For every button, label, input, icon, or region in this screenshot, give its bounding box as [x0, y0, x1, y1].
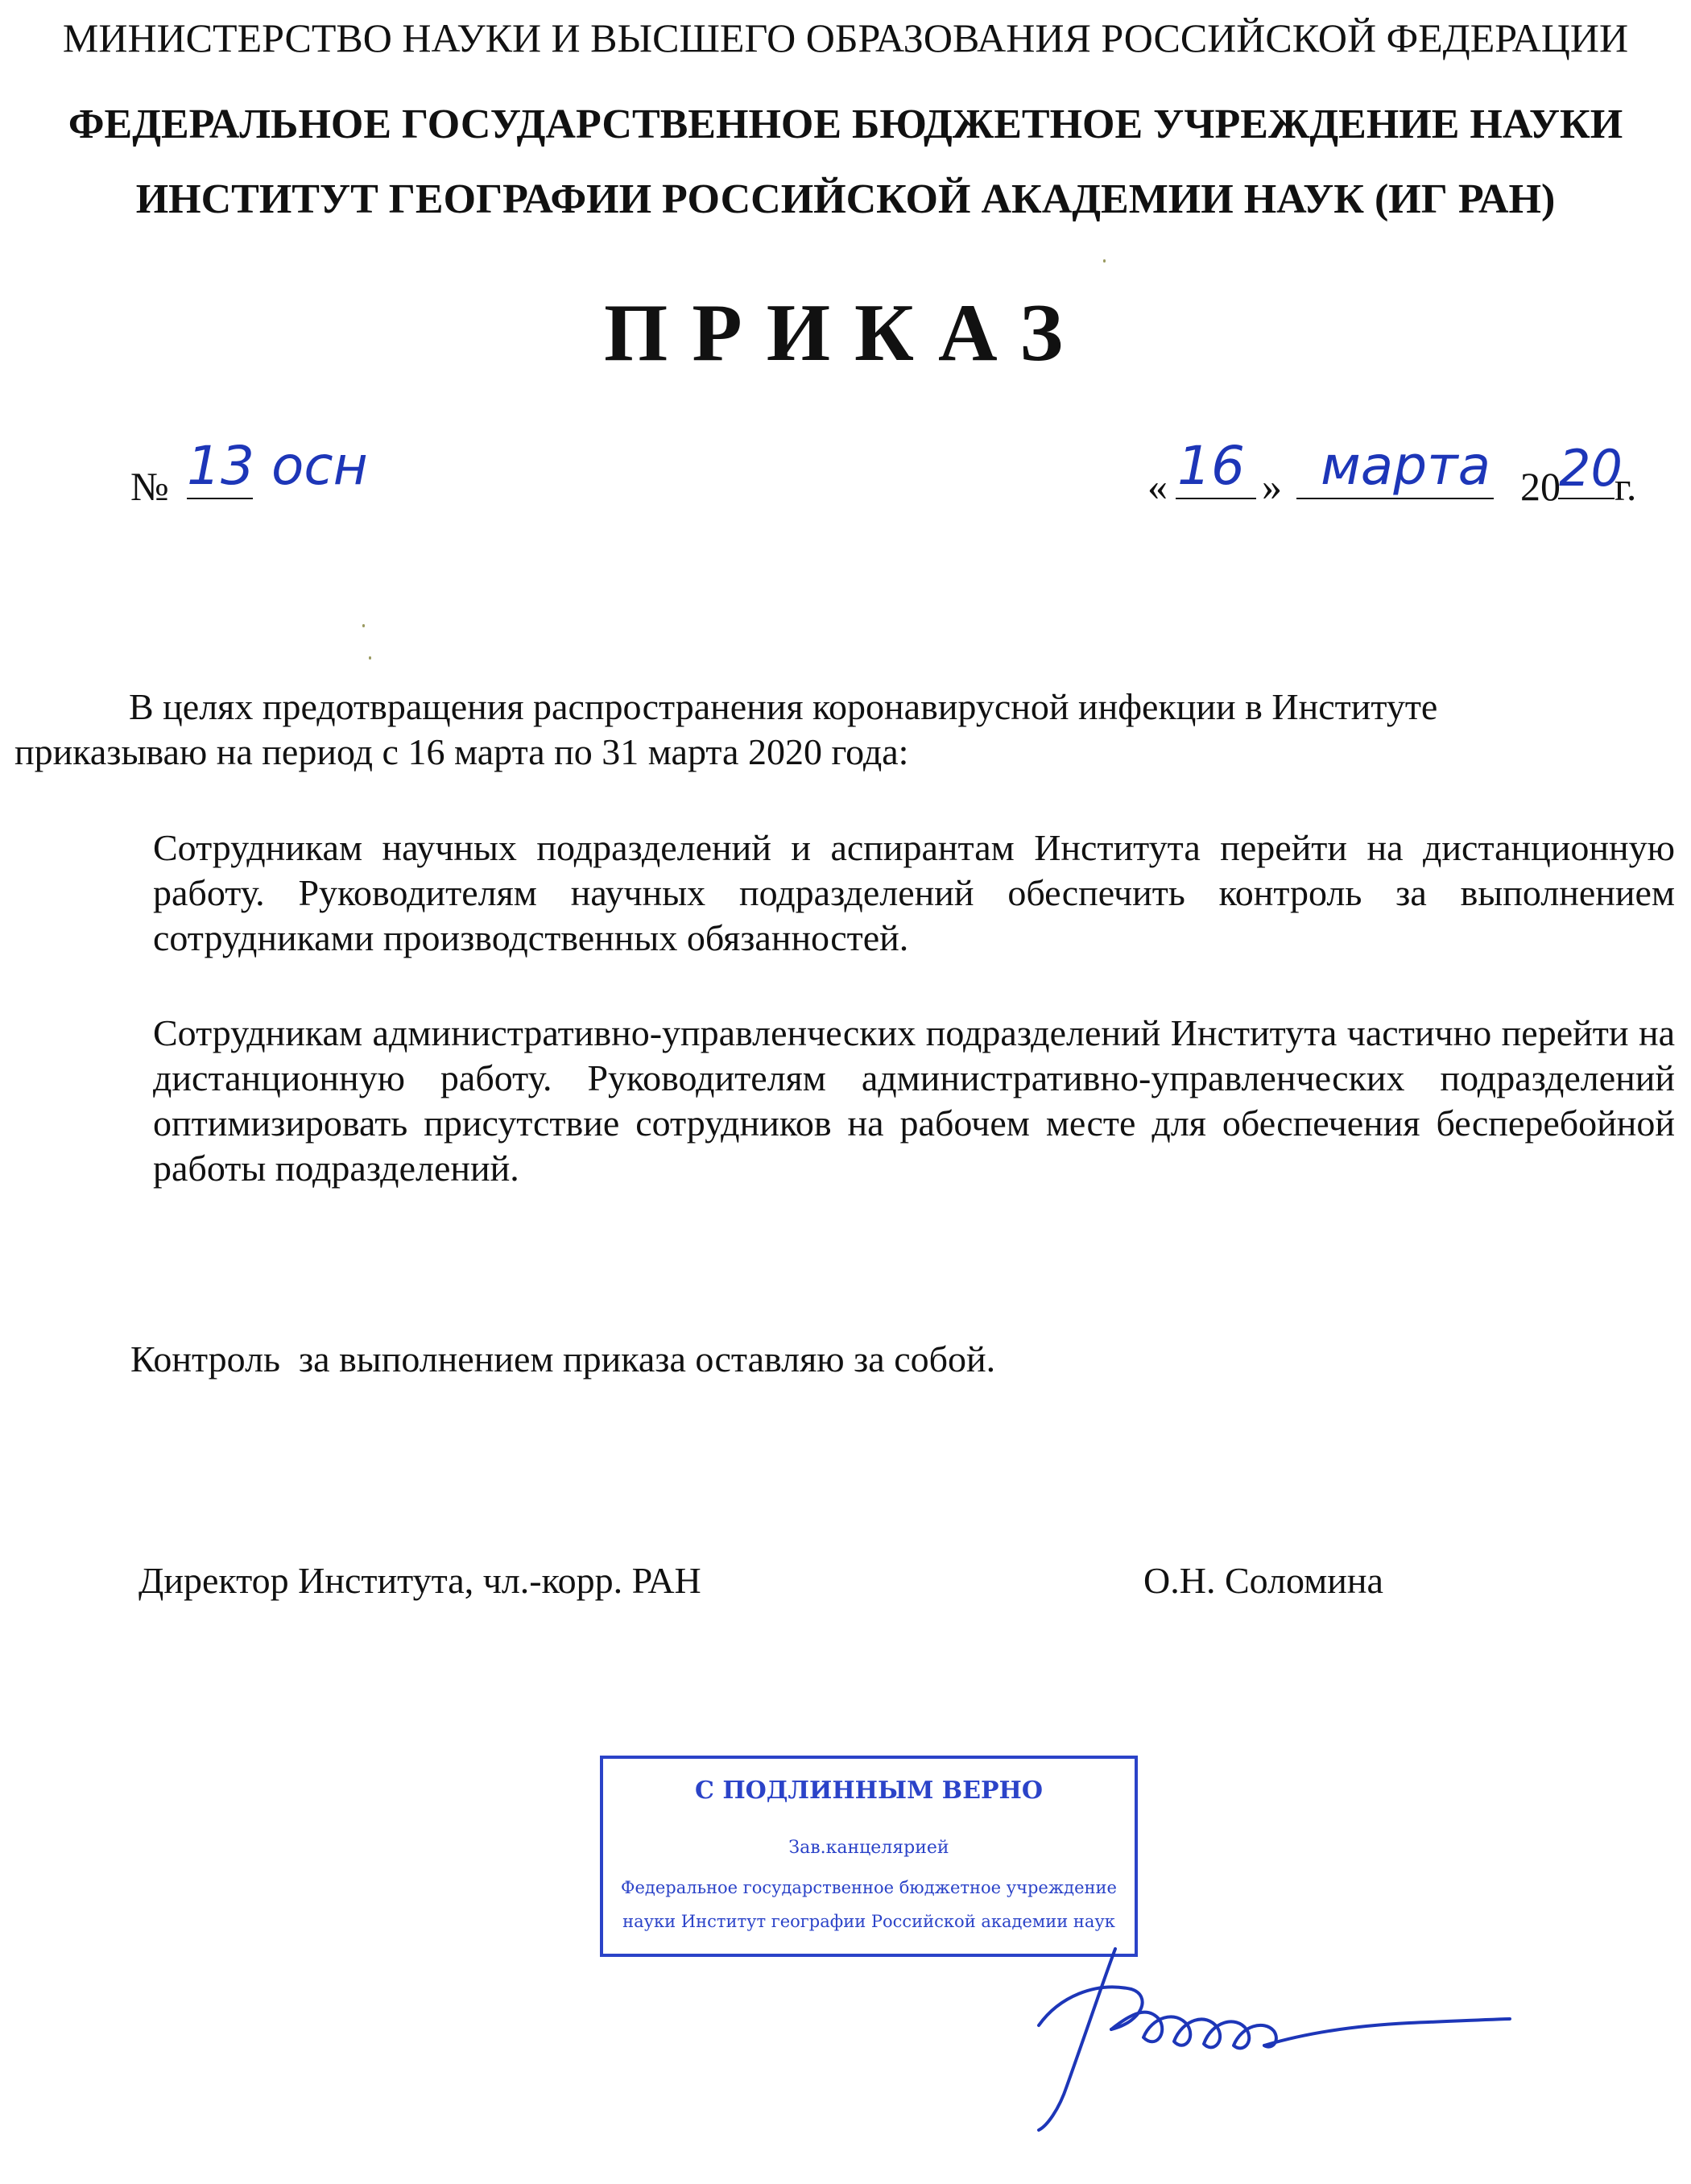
date-year-handwritten: 20 [1559, 439, 1623, 498]
certification-stamp [600, 1756, 1138, 1957]
organization-line-2: ИНСТИТУТ ГЕОГРАФИИ РОССИЙСКОЙ АКАДЕМИИ НАУК (ИГ РАН) [135, 176, 1556, 222]
order-number-handwritten: 13 осн [187, 435, 368, 497]
date-year-prefix: 20 [1520, 464, 1561, 509]
stamp-heading: С ПОДЛИННЫМ ВЕРНО [695, 1777, 1043, 1805]
order-number-underline [187, 498, 253, 499]
stamp-line-2: Федеральное государственное бюджетное учреждение [621, 1878, 1117, 1897]
date-day-underline [1176, 498, 1256, 499]
date-day-handwritten: 16 [1177, 435, 1245, 497]
stamp-line-3: науки Институт географии Российской академии наук [622, 1912, 1115, 1931]
date-month-handwritten: марта [1321, 435, 1491, 497]
order-number-label: № [130, 464, 169, 509]
handwritten-signature [990, 1933, 1514, 2134]
date-year-suffix: г. [1615, 464, 1637, 509]
date-quote-close: » [1262, 464, 1282, 509]
date-year-underline [1558, 498, 1615, 499]
date-month-underline [1296, 498, 1494, 499]
stamp-line-1: Зав.канцелярией [788, 1838, 949, 1858]
ministry-heading: МИНИСТЕРСТВО НАУКИ И ВЫСШЕГО ОБРАЗОВАНИЯ РОССИЙСКОЙ ФЕДЕРАЦИИ [62, 15, 1629, 60]
intro-line-1: В целях предотвращения распространения коронавирусной инфекции в Институте [129, 686, 1438, 727]
order-item-1: Сотрудникам научных подразделений и аспирантам Института перейти на дистанционную работу. Руководителям научных подразделений обеспечить контроль за выполнением сотрудниками производственных обязанностей. [153, 827, 1675, 958]
control-statement: Контроль за выполнением приказа оставляю за собой. [130, 1338, 996, 1379]
signer-name: О.Н. Соломина [1143, 1560, 1383, 1601]
order-item-2: Сотрудникам административно-управленческих подразделений Института частично перейти на дистанционную работу. Руководителям административно-управленческих подразделений оптимизировать присутствие сотрудников на рабочем месте для обеспечения бесперебойной работы подразделений. [153, 1012, 1675, 1189]
document-title: ПРИКАЗ [604, 287, 1087, 378]
date-quote-open: « [1147, 464, 1168, 509]
signer-position: Директор Института, чл.-корр. РАН [139, 1560, 701, 1601]
intro-paragraph [14, 685, 1673, 775]
intro-line-2: приказываю на период с 16 марта по 31 марта 2020 года: [14, 731, 909, 772]
organization-line-1: ФЕДЕРАЛЬНОЕ ГОСУДАРСТВЕННОЕ БЮДЖЕТНОЕ УЧРЕЖДЕНИЕ НАУКИ [68, 101, 1623, 147]
